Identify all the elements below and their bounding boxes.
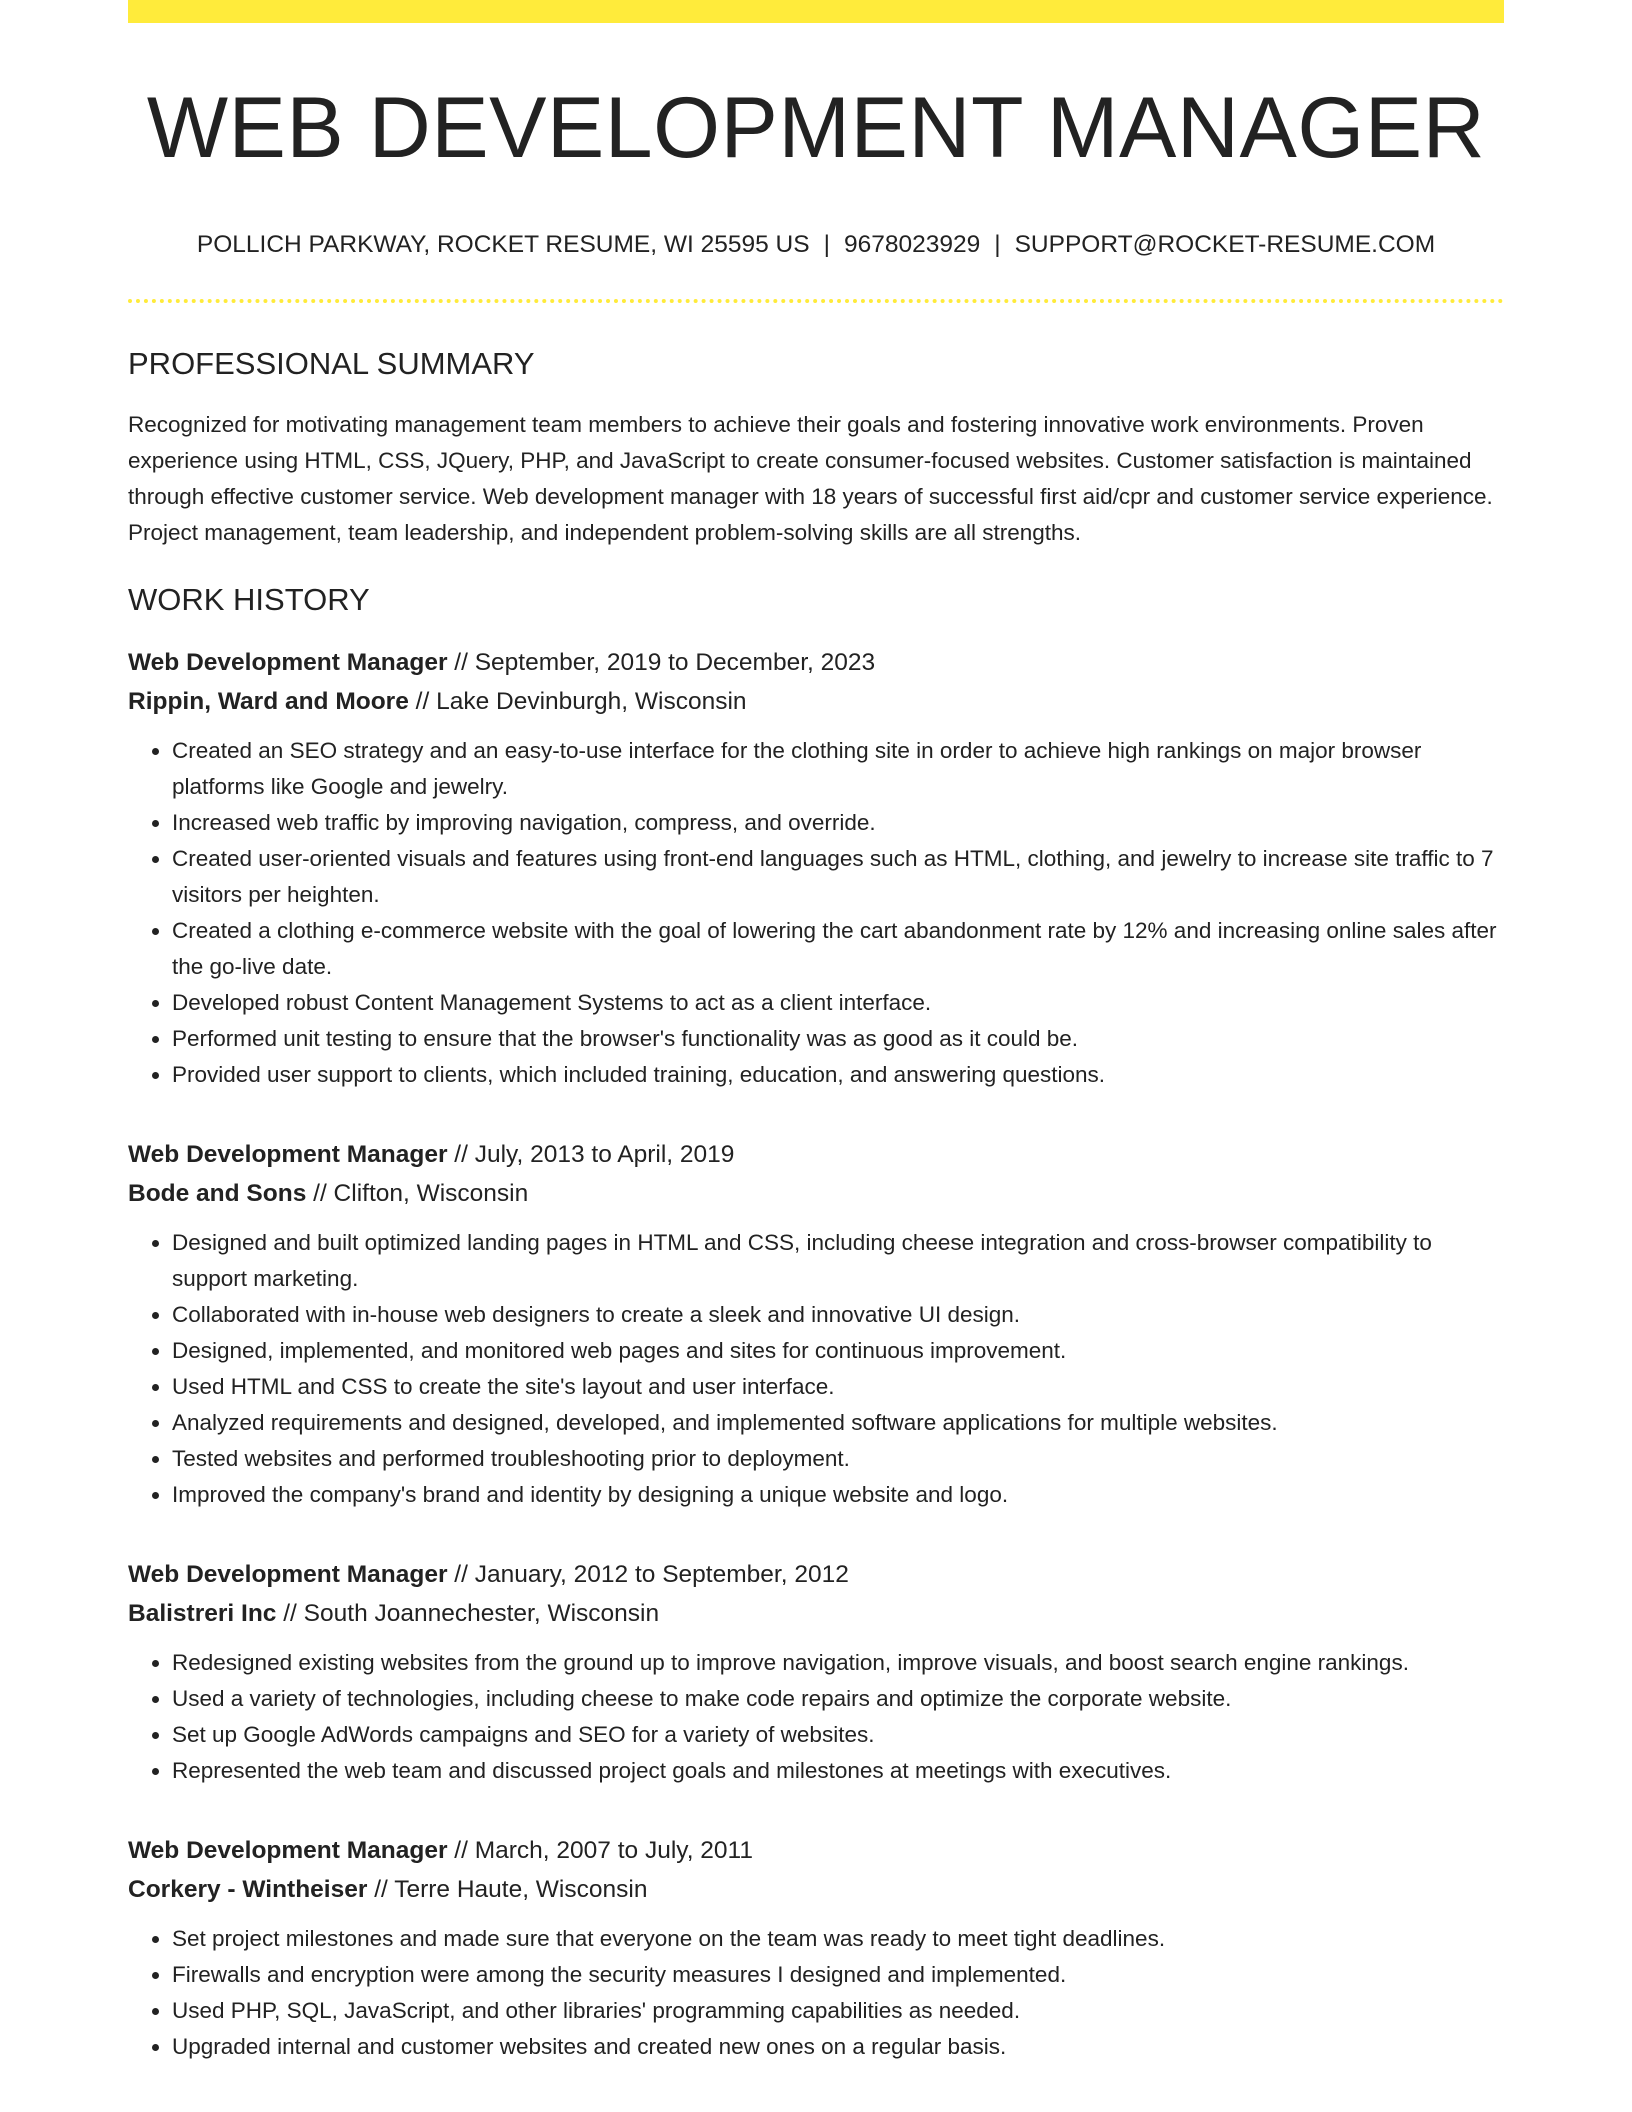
job-title-line bbox=[128, 1555, 1504, 1594]
job-location: // South Joannechester, Wisconsin bbox=[276, 1600, 660, 1628]
job-company: Bode and Sons bbox=[128, 1180, 307, 1208]
job-bullets bbox=[128, 1225, 1504, 1513]
job-title: Web Development Manager bbox=[128, 1837, 448, 1865]
job-bullet: • Created a clothing e-commerce website with the goal of lowering the cart abandonment rate by 12% and increasing online sales after the go-live date. bbox=[172, 913, 1504, 985]
contact-line bbox=[128, 231, 1504, 259]
job-bullets bbox=[128, 1645, 1504, 1789]
job-bullet: • Created an SEO strategy and an easy-to-use interface for the clothing site in order to achieve high rankings on major browser platforms like Google and jewelry. bbox=[172, 733, 1504, 805]
job-bullet: • Redesigned existing websites from the ground up to improve navigation, improve visuals, and boost search engine rankings. bbox=[172, 1645, 1504, 1681]
job-bullet: • Tested websites and performed troubleshooting prior to deployment. bbox=[172, 1441, 1504, 1477]
job-bullet: • Increased web traffic by improving navigation, compress, and override. bbox=[172, 805, 1504, 841]
job-title-line bbox=[128, 1135, 1504, 1174]
email-text: SUPPORT@ROCKET-RESUME.COM bbox=[1014, 231, 1436, 258]
job-title: Web Development Manager bbox=[128, 1141, 448, 1169]
job-location: // Lake Devinburgh, Wisconsin bbox=[408, 688, 747, 716]
job-bullets bbox=[128, 733, 1504, 1093]
resume-title: WEB DEVELOPMENT MANAGER bbox=[146, 80, 1486, 176]
job-bullet: • Designed, implemented, and monitored web pages and sites for continuous improvement. bbox=[172, 1333, 1504, 1369]
job-bullet: • Analyzed requirements and designed, developed, and implemented software applications for multiple websites. bbox=[172, 1405, 1504, 1441]
dotted-divider bbox=[128, 299, 1504, 303]
job-location: // Terre Haute, Wisconsin bbox=[367, 1876, 648, 1904]
resume-page bbox=[128, 0, 1504, 2065]
job-bullet: • Represented the web team and discussed project goals and milestones at meetings with executives. bbox=[172, 1753, 1504, 1789]
job-bullet: • Designed and built optimized landing pages in HTML and CSS, including cheese integration and cross-browser compatibility to support marketing. bbox=[172, 1225, 1504, 1297]
job-company: Balistreri Inc bbox=[128, 1600, 277, 1628]
job-bullet: • Used a variety of technologies, including cheese to make code repairs and optimize the corporate website. bbox=[172, 1681, 1504, 1717]
job-entry bbox=[128, 1555, 1504, 1789]
job-title: Web Development Manager bbox=[128, 649, 448, 677]
job-bullet: • Collaborated with in-house web designers to create a sleek and innovative UI design. bbox=[172, 1297, 1504, 1333]
job-bullet: • Used HTML and CSS to create the site's layout and user interface. bbox=[172, 1369, 1504, 1405]
job-title-line bbox=[128, 1831, 1504, 1870]
contact-separator: | bbox=[823, 231, 830, 258]
job-company-line bbox=[128, 1594, 1504, 1633]
job-bullet: • Used PHP, SQL, JavaScript, and other libraries' programming capabilities as needed. bbox=[172, 1993, 1504, 2029]
job-bullet: • Upgraded internal and customer websites and created new ones on a regular basis. bbox=[172, 2029, 1504, 2065]
job-bullet: • Set project milestones and made sure that everyone on the team was ready to meet tight deadlines. bbox=[172, 1921, 1504, 1957]
summary-heading: PROFESSIONAL SUMMARY bbox=[128, 346, 535, 381]
job-company: Corkery - Wintheiser bbox=[128, 1876, 368, 1904]
phone-text: 9678023929 bbox=[843, 231, 981, 258]
job-bullet: • Performed unit testing to ensure that the browser's functionality was as good as it could be. bbox=[172, 1021, 1504, 1057]
job-title-line bbox=[128, 643, 1504, 682]
summary-text: Recognized for motivating management team members to achieve their goals and fostering innovative work environments. Proven experience using HTML, CSS, JQuery, PHP, and JavaScript to create consumer-focused websites. Customer satisfaction is maintained through effective customer service. Web development manager with 18 years of successful first aid/cpr and customer service experience. Project management, team leadership, and independent problem-solving skills are all strengths. bbox=[128, 412, 1493, 546]
job-company-line bbox=[128, 1174, 1504, 1213]
job-entry bbox=[128, 1831, 1504, 2065]
address-text: POLLICH PARKWAY, ROCKET RESUME, WI 25595 US bbox=[196, 231, 810, 258]
job-title: Web Development Manager bbox=[128, 1561, 448, 1589]
job-company-line bbox=[128, 682, 1504, 721]
job-entry bbox=[128, 643, 1504, 1093]
job-dates: // September, 2019 to December, 2023 bbox=[447, 649, 876, 677]
job-bullet: • Provided user support to clients, which included training, education, and answering questions. bbox=[172, 1057, 1504, 1093]
job-entry bbox=[128, 1135, 1504, 1513]
job-dates: // January, 2012 to September, 2012 bbox=[447, 1561, 849, 1589]
job-bullet: • Created user-oriented visuals and features using front-end languages such as HTML, clothing, and jewelry to increase site traffic to 7 visitors per heighten. bbox=[172, 841, 1504, 913]
job-bullet: • Firewalls and encryption were among the security measures I designed and implemented. bbox=[172, 1957, 1504, 1993]
job-company: Rippin, Ward and Moore bbox=[128, 688, 409, 716]
job-location: // Clifton, Wisconsin bbox=[306, 1180, 529, 1208]
contact-separator: | bbox=[994, 231, 1001, 258]
job-bullets bbox=[128, 1921, 1504, 2065]
accent-top-bar bbox=[128, 0, 1504, 23]
job-dates: // March, 2007 to July, 2011 bbox=[447, 1837, 753, 1865]
job-bullet: • Developed robust Content Management Systems to act as a client interface. bbox=[172, 985, 1504, 1021]
job-company-line bbox=[128, 1870, 1504, 1909]
work-history-list bbox=[128, 643, 1504, 2065]
work-history-heading: WORK HISTORY bbox=[128, 582, 370, 618]
job-bullet: • Improved the company's brand and identity by designing a unique website and logo. bbox=[172, 1477, 1504, 1513]
job-dates: // July, 2013 to April, 2019 bbox=[447, 1141, 735, 1169]
job-bullet: • Set up Google AdWords campaigns and SEO for a variety of websites. bbox=[172, 1717, 1504, 1753]
